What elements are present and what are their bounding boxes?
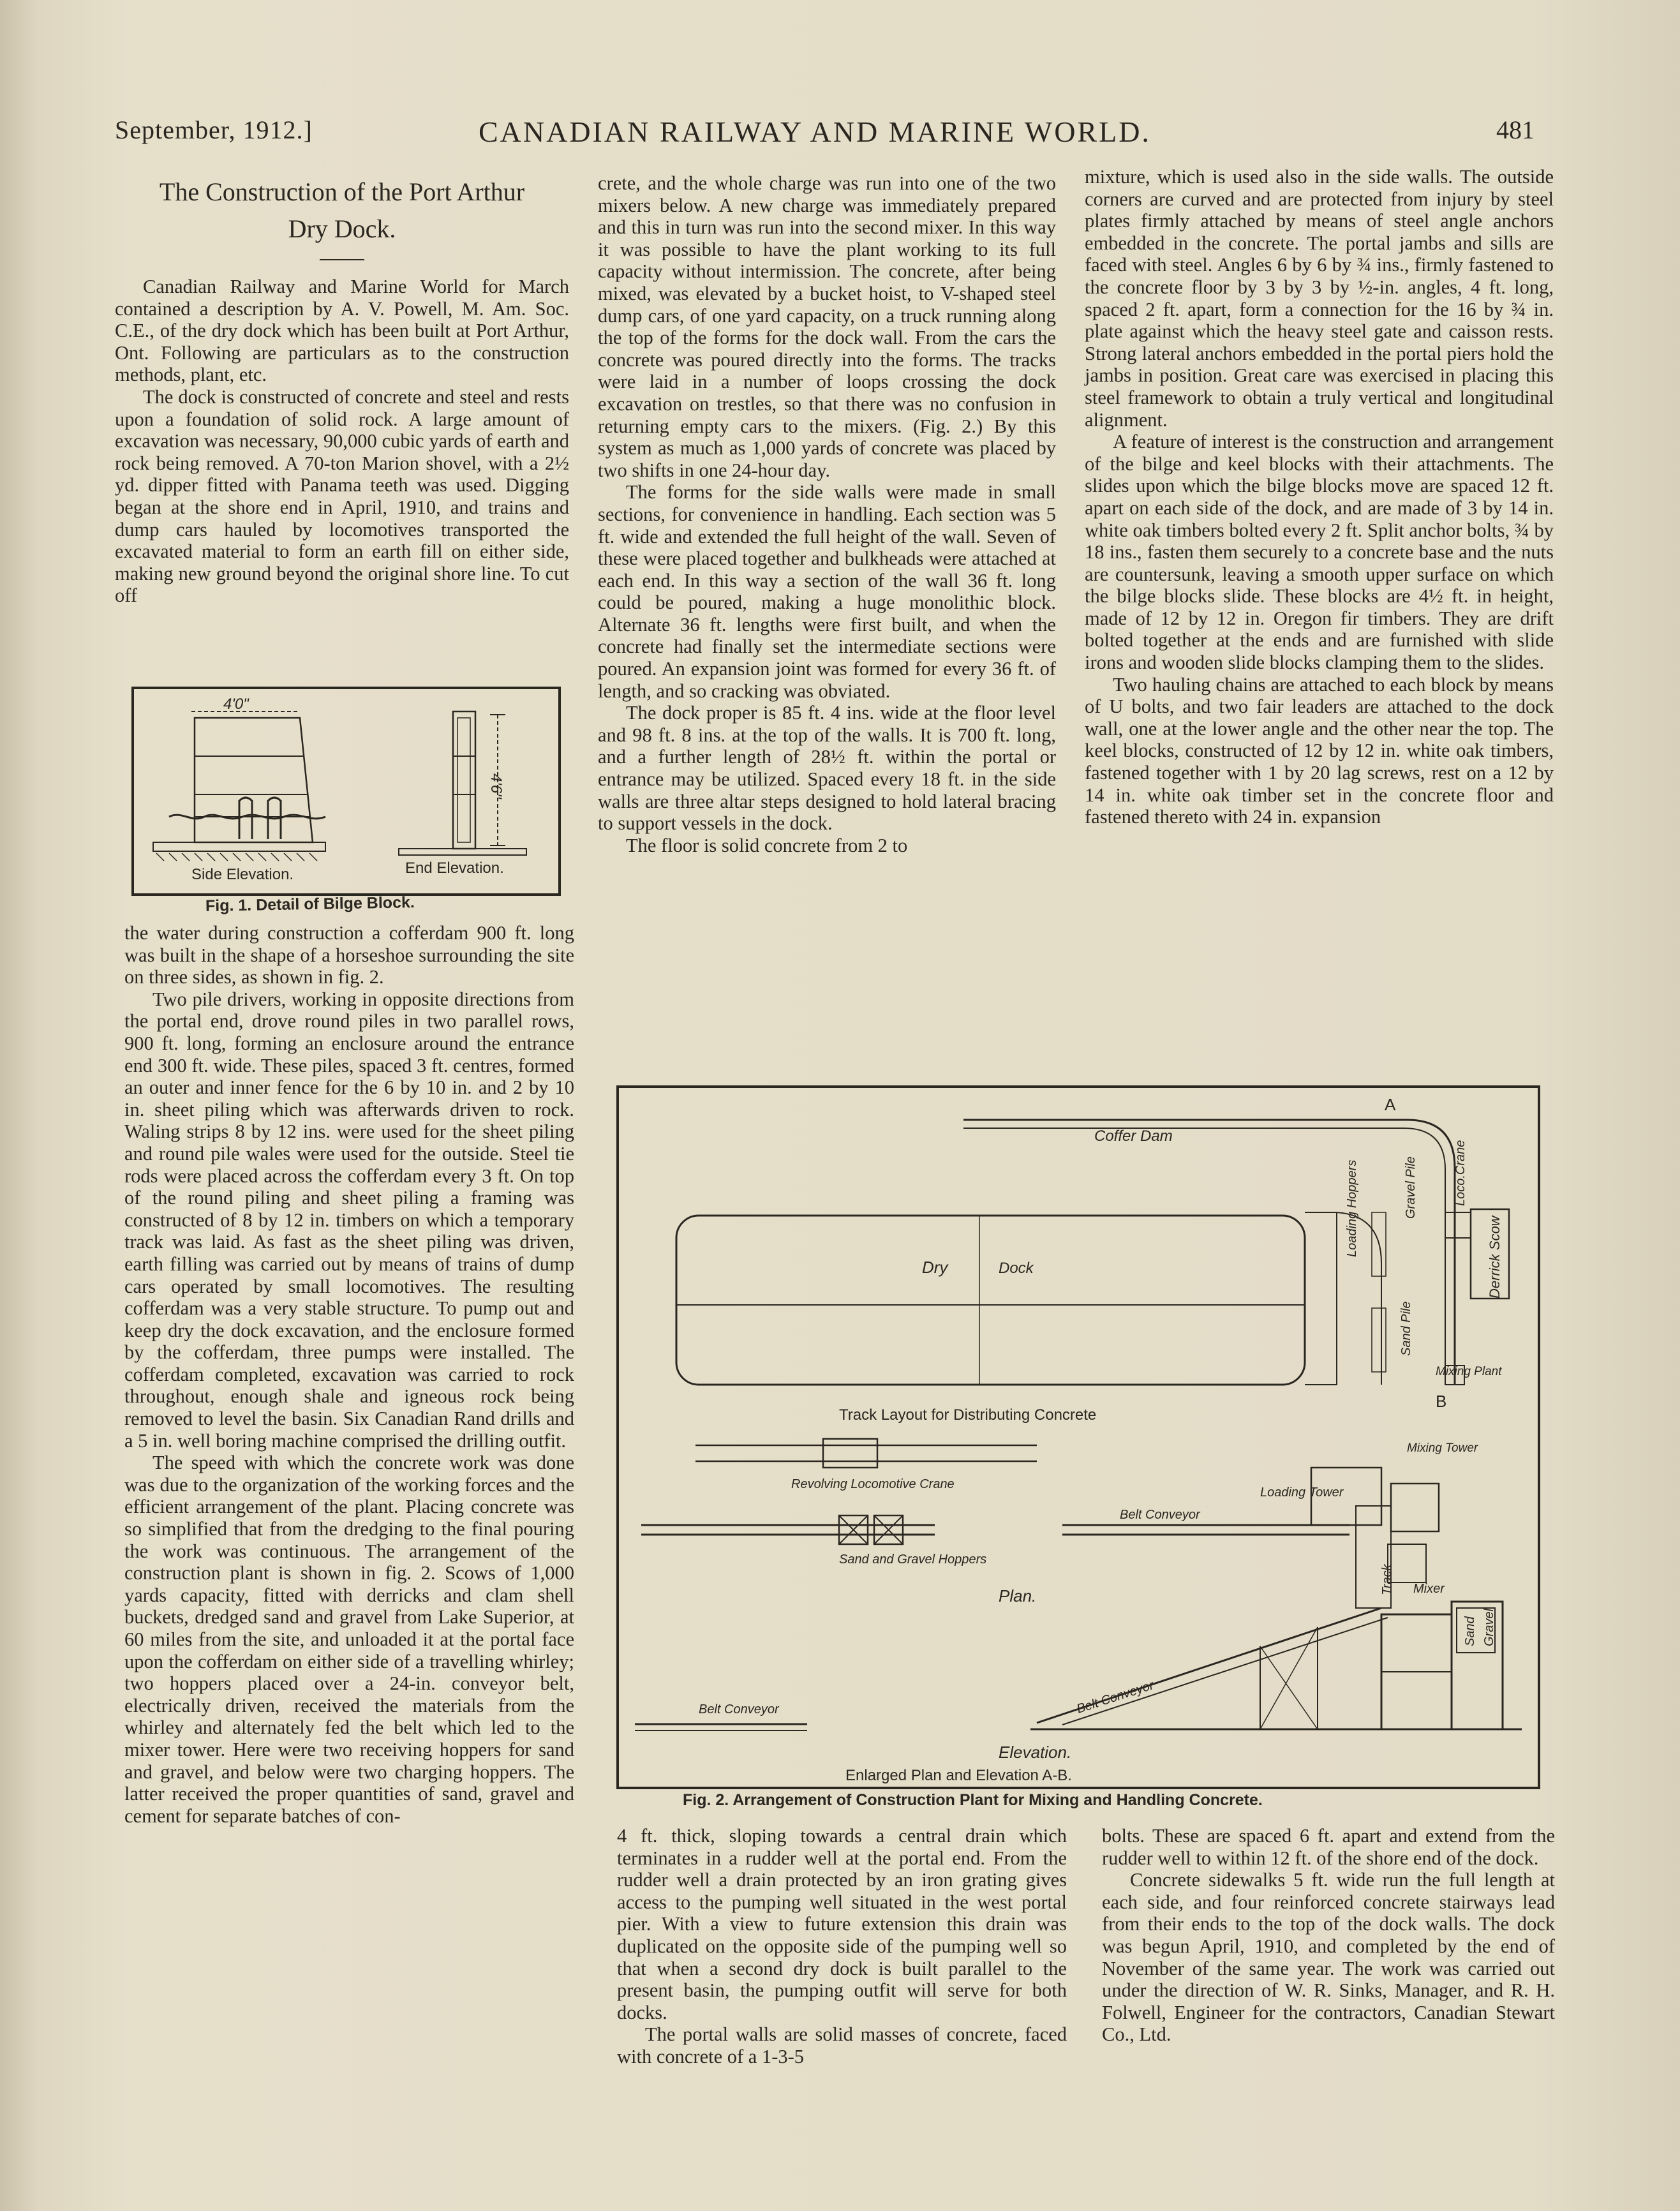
end-elevation-label: End Elevation. [405, 860, 504, 877]
journal-title: CANADIAN RAILWAY AND MARINE WORLD. [479, 115, 1151, 148]
loading-tower-label: Loading Tower [1260, 1485, 1344, 1500]
title-rule [320, 259, 364, 260]
column-2-bottom [617, 1825, 1067, 2068]
column-3-top [1085, 166, 1554, 828]
track-layout-label: Track Layout for Distributing Concrete [839, 1406, 1097, 1424]
column-3-bottom [1102, 1825, 1555, 2046]
page-number: 481 [1496, 115, 1535, 144]
article-title: The Construction of the Port Arthur Dry Dock. [159, 177, 525, 243]
enlarged-label: Enlarged Plan and Elevation A-B. [845, 1767, 1072, 1784]
gravel-label: Gravel [1482, 1609, 1496, 1646]
track-label: Track [1380, 1564, 1394, 1595]
paragraph: bolts. These are spaced 6 ft. apart and extend from the rudder well to within 12 ft. of the shore end of the dock. [1102, 1825, 1555, 1869]
mixing-plant-label: Mixing Plant [1436, 1365, 1502, 1378]
paragraph: Canadian Railway and Marine World for March contained a description by A. V. Powell, M. Am. Soc. C.E., of the dry dock which has been built at Port Arthur, Ont. Following are particulars as to the construction methods, plant, etc. [115, 276, 569, 386]
paragraph: the water during construction a cofferdam 900 ft. long was built in the shape of a horseshoe surrounding the site on three sides, as shown in fig. 2. [124, 922, 574, 988]
figure-2 [616, 1085, 1541, 1790]
paragraph: The dock is constructed of concrete and steel and rests upon a foundation of solid rock. A large amount of excavation was necessary, 90,000 cubic yards of earth and rock being removed. A 70-ton Marion shovel, with a 2½ yd. dipper fitted with Panama teeth was used. Digging began at the shore end in April, 1910, and trains and dump cars hauled by locomotives transported the excavated material to form an earth fill on either side, making new ground beyond the original shore line. To cut off [115, 385, 569, 607]
paragraph: The speed with which the concrete work was done was due to the organization of the working forces and the efficient arrangement of the plant. Placing concrete was so simplified that from the dredging to the final pouring the work was continuous. The arrangement of the construction plant is shown in fig. 2. Scows of 1,000 yards capacity, fitted with derricks and clam shell buckets, dredged sand and gravel from Lake Superior, at 60 miles from the site, and unloaded it at the portal face upon the cofferdam on either side of a travelling whirley; two hoppers placed over a 24-in. conveyor belt, electrically driven, received the materials from the whirley and alternately fed the belt which led to the mixer tower. Here were two receiving hoppers for sand and gravel, and below were two charging hoppers. The latter received the proper quantities of sand, gravel and cement for separate batches of con- [124, 1452, 574, 1827]
bilge-block-drawing [131, 686, 561, 897]
column-1-bottom [124, 922, 574, 1827]
belt-conveyor-plan-label: Belt Conveyor [1120, 1508, 1200, 1522]
figure-1 [131, 686, 561, 897]
paragraph: Concrete sidewalks 5 ft. wide run the full length at each side, and four reinforced concrete stairways lead from their ends to the top of the dock walls. The dock was begun April, 1910, and completed by the end of November of the same year. The work was carried out under the direction of W. R. Sinks, Manager, and R. H. Folwell, Engineer for the contractors, Canadian Stewart Co., Ltd. [1102, 1869, 1555, 2046]
paragraph: Two hauling chains are attached to each block by means of U bolts, and two fair leaders are attached to the dock wall, one at the lower angle and the other near the top. The keel blocks, constructed of 12 by 12 in. white oak timbers, fastened together with 1 by 20 lag screws, rest on a 12 by 14 in. white oak timber set in the concrete floor and fastened thereto with 24 in. expansion [1085, 673, 1554, 828]
paragraph: Two pile drivers, working in opposite directions from the portal end, drove round piles in two parallel rows, 900 ft. long, forming an enclosure around the entrance end 300 ft. wide. These piles, spaced 3 ft. centres, formed an outer and inner fence for the 6 by 10 in. and 2 by 10 in. sheet piling which was afterwards driven to rock. Waling strips 8 by 12 ins. were used for the sheet piling and round pile wales were used for the outside. Steel tie rods were placed across the cofferdam every 3 ft. On top of the round piling and sheet piling a framing was constructed of 8 by 12 in. timbers on which a temporary track was laid. As fast as the sheet piling was driven, earth filling was carried out by means of trains of dump cars operated by small locomotives. The resulting cofferdam was a very stable structure. To pump out and keep dry the dock excavation, and the enclosure formed by the cofferdam, three pumps were installed. The cofferdam completed, excavation was carried to rock throughout, enough shale and igneous rock being removed to level the basin. Six Canadian Rand drills and a 5 in. well boring machine comprised the drilling outfit. [124, 988, 574, 1452]
fig1-caption: Fig. 1. Detail of Bilge Block. [205, 893, 415, 915]
dim-width: 4'0" [223, 696, 249, 713]
paragraph: The dock proper is 85 ft. 4 ins. wide at the floor level and 98 ft. 8 ins. at the top of the walls. It is 700 ft. long, and a further length of 28½ ft. within the portal or entrance may be utilized. Spaced every 18 ft. in the side walls are three altar steps designed to hold lateral bracing to support vessels in the dock. [598, 702, 1056, 835]
loading-hoppers-label: Loading Hoppers [1345, 1159, 1359, 1257]
belt-conveyor-elev-label-2: Belt Conveyor [1074, 1678, 1156, 1716]
point-b: B [1436, 1392, 1447, 1411]
sand-gravel-hoppers-label: Sand and Gravel Hoppers [839, 1552, 987, 1567]
column-2-top [598, 172, 1056, 856]
side-elevation-label: Side Elevation. [191, 866, 294, 883]
paragraph: crete, and the whole charge was run into one of the two mixers below. A new charge was immediately prepared and this in turn was run into the second mixer. In this way it was possible to have the plant working to its full capacity without intermission. The concrete, after being mixed, was elevated by a bucket hoist, to V-shaped steel dump cars, of one yard capacity, on a truck running along the top of the forms for the dock wall. From the cars the concrete was poured directly into the forms. The tracks were laid in a number of loops crossing the dock excavation on trestles, so that there was no confusion in returning empty cars to the mixers. (Fig. 2.) By this system as much as 1,000 yards of concrete was placed by two shifts in one 24-hour day. [598, 172, 1056, 481]
paragraph: The floor is solid concrete from 2 to [626, 834, 908, 856]
sand-pile-label: Sand Pile [1399, 1301, 1413, 1356]
mixer-label: Mixer [1413, 1582, 1445, 1596]
loco-crane-label: Loco.Crane [1453, 1140, 1468, 1206]
dim-height: 4'6" [487, 773, 505, 799]
paragraph: The forms for the side walls were made in small sections, for convenience in handling. Each section was 5 ft. wide and extended the full height of the wall. Seven of these were placed together and bulkheads were attached at each end. In this way a section of the wall 36 ft. long could be poured, making a huge monolithic block. Alternate 36 ft. lengths were first built, and when the concrete had finally set the intermediate sections were poured. An expansion joint was formed for every 36 ft. of length, and so cracking was obviated. [598, 481, 1056, 702]
belt-conveyor-elev-label-1: Belt Conveyor [699, 1702, 779, 1716]
gravel-pile-label: Gravel Pile [1404, 1156, 1418, 1219]
sand-label: Sand [1463, 1616, 1477, 1646]
point-a: A [1385, 1095, 1396, 1114]
dry-label: Dry [922, 1258, 948, 1277]
plan-label: Plan. [999, 1586, 1037, 1605]
issue-date: September, 1912.] [115, 115, 313, 144]
column-1-top [115, 174, 569, 607]
paragraph: A feature of interest is the construction and arrangement of the bilge and keel blocks with their attachments. The slides upon which the bilge blocks move are spaced 12 ft. apart on each side of the dock, and are made of 3 by 14 in. white oak timbers bolted every 2 ft. Split anchor bolts, ¾ by 18 ins., fasten them securely to a concrete base and the nuts are countersunk, leaving a smooth upper surface on which the bilge blocks slide. These blocks are 4½ ft. in height, made of 12 by 12 in. Oregon fir timbers. They are drift bolted together at the ends and are furnished with slide irons and wooden slide blocks clamping them to the slides. [1085, 431, 1554, 674]
dock-label: Dock [999, 1260, 1034, 1277]
coffer-dam-label: Coffer Dam [1094, 1128, 1173, 1145]
paragraph: mixture, which is used also in the side walls. The outside corners are curved and are protected from injury by steel plates firmly attached by means of steel angle anchors embedded in the concrete. The portal jambs and sills are faced with steel. Angles 6 by 6 by ¾ ins., firmly fastened to the concrete floor by 3 by 3 by ½-in. angles, 4 ft. long, spaced 2 ft. apart, form a connection for the 16 by ¾ in. plate against which the heavy steel gate and caisson rests. Strong lateral anchors embedded in the portal piers hold the jambs in position. Great care was exercised in placing this steel framework to obtain a truly vertical and longitudinal alignment. [1085, 166, 1554, 431]
revolving-crane-label: Revolving Locomotive Crane [791, 1477, 955, 1491]
mixing-tower-label: Mixing Tower [1407, 1441, 1478, 1455]
elevation-label: Elevation. [999, 1743, 1072, 1762]
paragraph: 4 ft. thick, sloping towards a central drain which terminates in a rudder well at the portal end. From the rudder well a drain protected by an iron grating gives access to the pumping well situated in the west portal pier. With a view to future extension this drain was duplicated on the opposite side of the pumping well so that when a second dry dock is built parallel to the present basin, the pumping outfit will serve for both docks. [617, 1825, 1067, 2023]
construction-plant-drawing [616, 1085, 1541, 1790]
paragraph: The portal walls are solid masses of concrete, faced with concrete of a 1-3-5 [617, 2023, 1067, 2067]
derrick-scow-label: Derrick Scow [1487, 1216, 1503, 1299]
fig2-caption: Fig. 2. Arrangement of Construction Plant for Mixing and Handling Concrete. [683, 1791, 1263, 1809]
